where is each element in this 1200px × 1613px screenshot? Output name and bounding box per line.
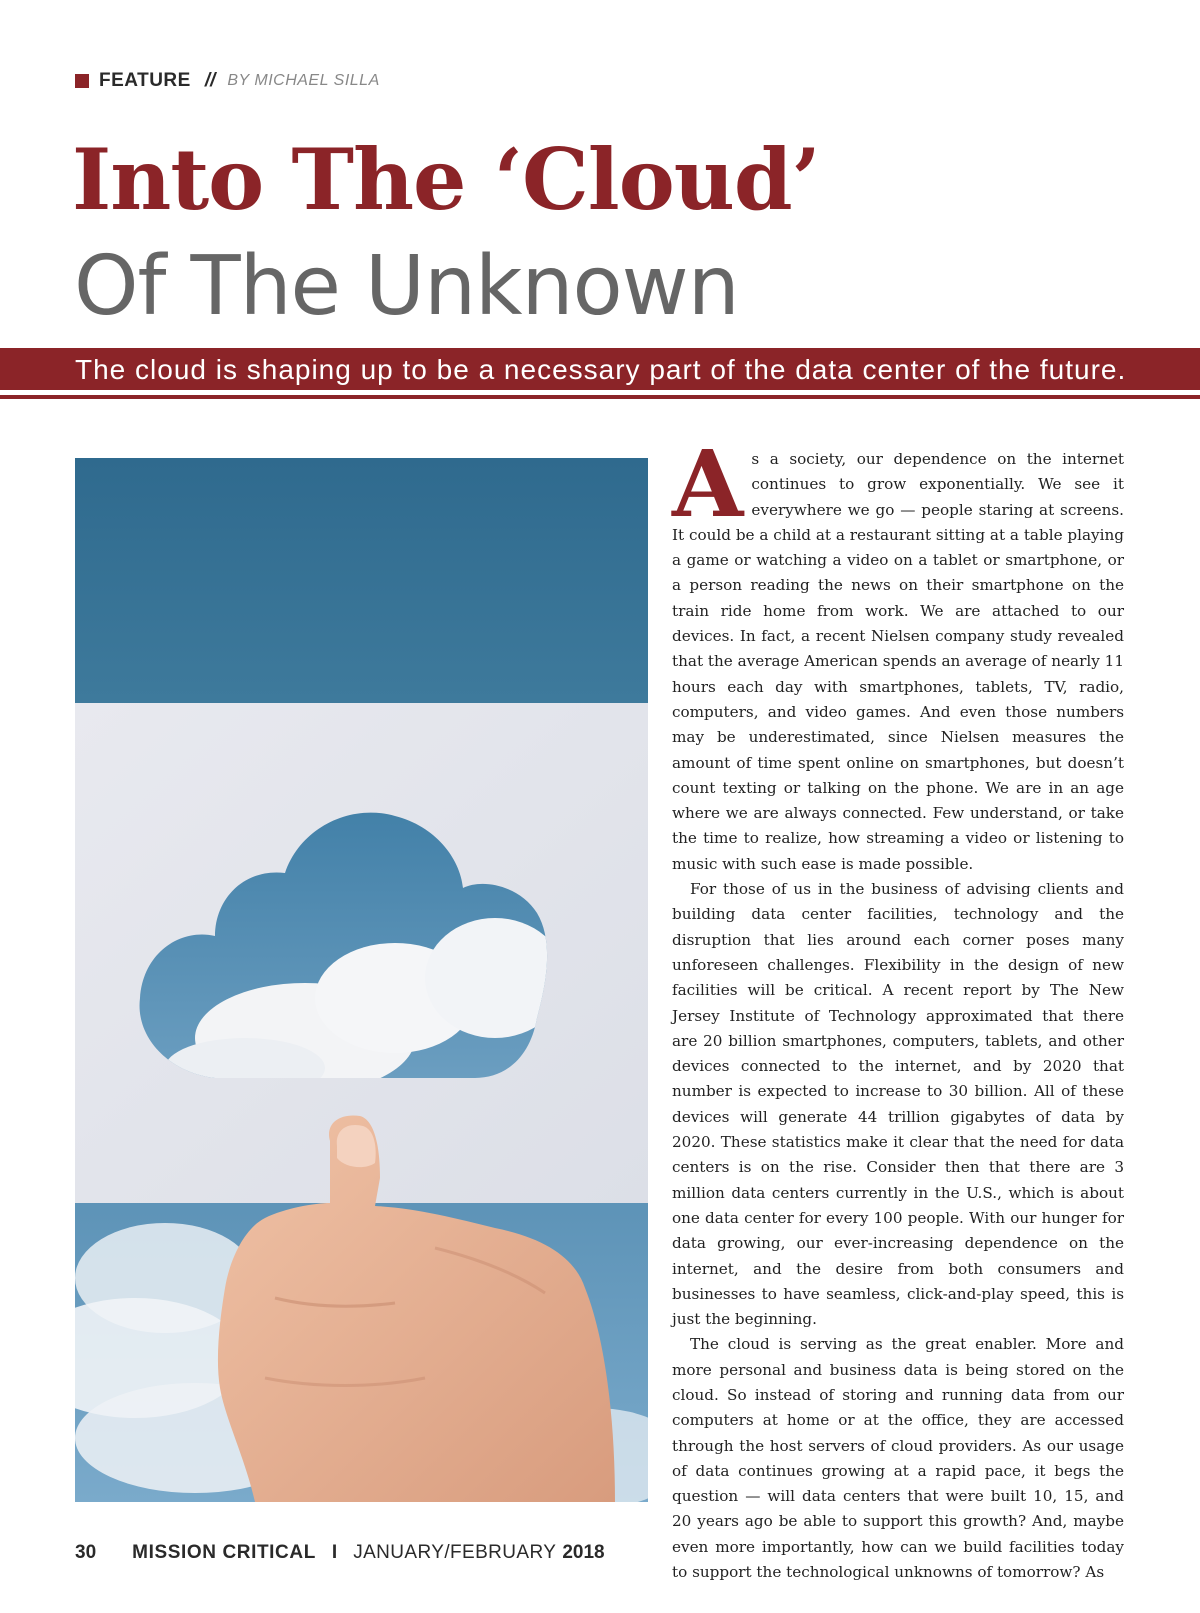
issue-year: 2018 (562, 1542, 605, 1563)
paragraph-text: s a society, our dependence on the internet continues to grow exponentially. We see it everywhere we go — people staring at screens. It could be a child at a restaurant sitting at a table playing a game or watching a video on a tablet or smartphone, or a person reading the news on their smartphone on the train ride home from work. We are attached to our devices. In fact, a recent Nielsen company study revealed that the average American spends an average of nearly 11 hours each day with smartphones, tablets, TV, radio, computers, and video games. And even those numbers may be underestimated, since Nielsen measures the amount of time spent online on smartphones, but doesn’t count texting or talking on the phone. We are in an age where we are always connected. Few understand, or take the time to realize, how streaming a video or listening to music with such ease is made possible. (672, 450, 1124, 873)
section-marker-icon (75, 74, 89, 88)
deck-text: The cloud is shaping up to be a necessary part of the data center of the future. (75, 354, 1127, 385)
footer-divider: I (331, 1542, 338, 1563)
article-paragraph: For those of us in the business of advising clients and building data center facilities, technology and the disruption that lies around each corner poses many unforeseen challenges. Flexibility in the design of new facilities will be critical. A recent report by The New Jersey Institute of Technology approximated that there are 20 billion smartphones, computers, tablets, and other devices connected to the internet, and by 2020 that number is expected to increase to 30 billion. All of these devices will generate 44 trillion gigabytes of data by 2020. These statistics make it clear that the need for data centers is on the rise. Consider then that there are 3 million data centers currently in the U.S., which is about one data center for every 100 people. With our hunger for data growing, our ever-increasing dependence on the internet, and the desire from both consumers and businesses to have seamless, click-and-play speed, this is just the beginning. (672, 880, 1124, 1329)
kicker-separator: // (204, 70, 216, 91)
author-byline: BY MICHAEL SILLA (227, 72, 380, 89)
headline-line-2: Of The Unknown (74, 239, 739, 334)
section-label: FEATURE (99, 70, 191, 91)
magazine-name: MISSION CRITICAL (132, 1542, 316, 1563)
page-footer (75, 1542, 605, 1564)
page-number: 30 (75, 1542, 97, 1563)
deck-banner (0, 348, 1200, 390)
article-kicker (75, 70, 380, 92)
article-body (672, 430, 1124, 1585)
article-paragraph (672, 430, 1124, 877)
issue-date: JANUARY/FEBRUARY (353, 1542, 557, 1563)
drop-cap: A (672, 430, 744, 538)
headline-line-1: Into The ‘Cloud’ (72, 130, 820, 229)
deck-rule (0, 395, 1200, 399)
cloud-cutout-illustration (75, 458, 648, 1502)
article-paragraph: The cloud is serving as the great enabler. More and more personal and business data is being stored on the cloud. So instead of storing and running data from our computers at home or at the office, they are accessed through the host servers of cloud providers. As our usage of data continues growing at a rapid pace, it begs the question — will data centers that were built 10, 15, and 20 years ago be able to support this growth? And, maybe even more importantly, how can we build facilities today to support the technological unknowns of tomorrow? As (672, 1335, 1124, 1582)
feature-photo (75, 458, 648, 1502)
